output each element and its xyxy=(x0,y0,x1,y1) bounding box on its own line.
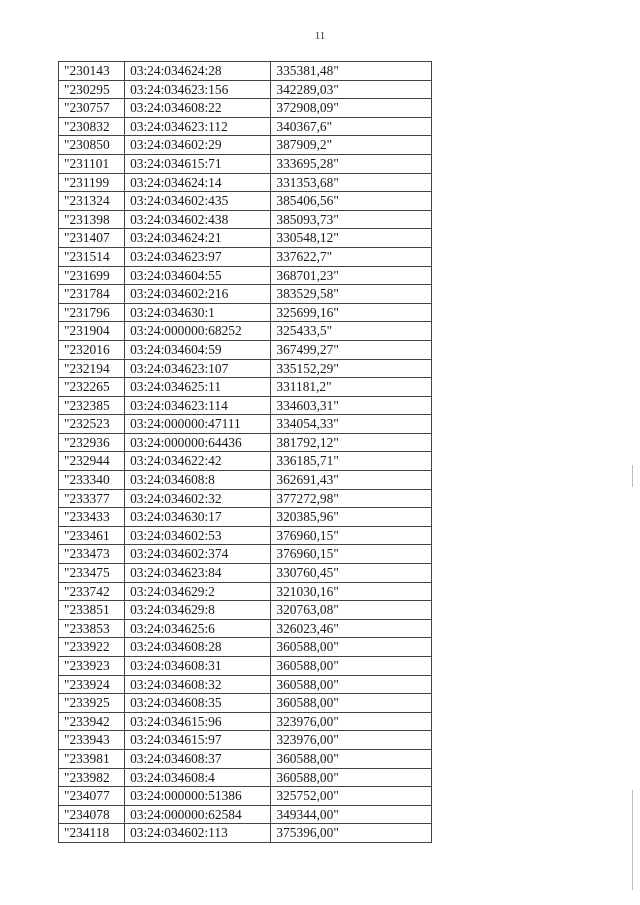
cell-cadastral-value: 325433,5" xyxy=(271,322,432,341)
cell-cadastral-number: 03:24:034629:2 xyxy=(125,582,271,601)
table-row xyxy=(59,731,432,750)
cell-cadastral-value: 367499,27" xyxy=(271,340,432,359)
cell-cadastral-number: 03:24:034602:216 xyxy=(125,285,271,304)
cell-cadastral-value: 349344,00" xyxy=(271,805,432,824)
table-row xyxy=(59,619,432,638)
cell-record-id: "230757 xyxy=(59,99,125,118)
cell-cadastral-number: 03:24:034608:32 xyxy=(125,675,271,694)
cell-cadastral-value: 362691,43" xyxy=(271,471,432,490)
cell-cadastral-number: 03:24:034602:435 xyxy=(125,192,271,211)
table-row xyxy=(59,415,432,434)
cell-record-id: "233742 xyxy=(59,582,125,601)
table-row xyxy=(59,229,432,248)
cell-record-id: "233851 xyxy=(59,601,125,620)
cell-record-id: "232194 xyxy=(59,359,125,378)
cell-cadastral-number: 03:24:034604:55 xyxy=(125,266,271,285)
cell-cadastral-value: 320385,96" xyxy=(271,508,432,527)
cell-cadastral-number: 03:24:034623:114 xyxy=(125,396,271,415)
cell-cadastral-value: 360588,00" xyxy=(271,657,432,676)
table-row xyxy=(59,638,432,657)
cell-record-id: "231199 xyxy=(59,173,125,192)
cell-cadastral-value: 331181,2" xyxy=(271,378,432,397)
cell-cadastral-number: 03:24:034623:107 xyxy=(125,359,271,378)
table-row xyxy=(59,768,432,787)
cell-record-id: "230832 xyxy=(59,117,125,136)
cell-cadastral-value: 376960,15" xyxy=(271,545,432,564)
cell-record-id: "233433 xyxy=(59,508,125,527)
cell-cadastral-value: 360588,00" xyxy=(271,675,432,694)
cell-record-id: "233473 xyxy=(59,545,125,564)
cell-record-id: "231101 xyxy=(59,154,125,173)
table-row xyxy=(59,712,432,731)
cell-cadastral-number: 03:24:034608:28 xyxy=(125,638,271,657)
cell-record-id: "233943 xyxy=(59,731,125,750)
cell-cadastral-number: 03:24:000000:62584 xyxy=(125,805,271,824)
cell-record-id: "233981 xyxy=(59,749,125,768)
table-row xyxy=(59,545,432,564)
cell-cadastral-number: 03:24:034604:59 xyxy=(125,340,271,359)
cell-cadastral-number: 03:24:000000:68252 xyxy=(125,322,271,341)
table-row xyxy=(59,805,432,824)
cell-cadastral-value: 334054,33" xyxy=(271,415,432,434)
cell-cadastral-number: 03:24:034629:8 xyxy=(125,601,271,620)
table-row xyxy=(59,154,432,173)
cell-record-id: "234077 xyxy=(59,787,125,806)
cell-cadastral-number: 03:24:034625:6 xyxy=(125,619,271,638)
cell-cadastral-value: 385406,56" xyxy=(271,192,432,211)
table-row xyxy=(59,378,432,397)
cell-cadastral-number: 03:24:000000:51386 xyxy=(125,787,271,806)
table-row xyxy=(59,824,432,843)
cell-record-id: "232016 xyxy=(59,340,125,359)
cell-cadastral-value: 337622,7" xyxy=(271,247,432,266)
cell-record-id: "233925 xyxy=(59,694,125,713)
cell-record-id: "233982 xyxy=(59,768,125,787)
cell-record-id: "232265 xyxy=(59,378,125,397)
cell-record-id: "234078 xyxy=(59,805,125,824)
cell-cadastral-number: 03:24:034602:438 xyxy=(125,210,271,229)
cell-cadastral-number: 03:24:000000:64436 xyxy=(125,433,271,452)
table-body xyxy=(59,62,432,843)
table-row xyxy=(59,62,432,81)
cell-cadastral-value: 333695,28" xyxy=(271,154,432,173)
table-row xyxy=(59,749,432,768)
cell-record-id: "232523 xyxy=(59,415,125,434)
table-row xyxy=(59,433,432,452)
table-row xyxy=(59,340,432,359)
cell-record-id: "233922 xyxy=(59,638,125,657)
cell-cadastral-number: 03:24:034602:29 xyxy=(125,136,271,155)
table-row xyxy=(59,192,432,211)
cell-cadastral-number: 03:24:034623:156 xyxy=(125,80,271,99)
cell-cadastral-value: 330548,12" xyxy=(271,229,432,248)
table-row xyxy=(59,136,432,155)
table-row xyxy=(59,173,432,192)
cell-cadastral-value: 323976,00" xyxy=(271,731,432,750)
cell-cadastral-number: 03:24:034602:32 xyxy=(125,489,271,508)
scan-margin-mark xyxy=(632,790,633,890)
table-row xyxy=(59,322,432,341)
cell-cadastral-number: 03:24:034602:113 xyxy=(125,824,271,843)
cell-cadastral-number: 03:24:000000:47111 xyxy=(125,415,271,434)
table-row xyxy=(59,675,432,694)
page-number: 11 xyxy=(314,30,326,42)
table-row xyxy=(59,452,432,471)
cell-record-id: "233377 xyxy=(59,489,125,508)
cell-cadastral-number: 03:24:034608:22 xyxy=(125,99,271,118)
cell-cadastral-number: 03:24:034608:37 xyxy=(125,749,271,768)
cell-cadastral-value: 330760,45" xyxy=(271,564,432,583)
cell-cadastral-value: 368701,23" xyxy=(271,266,432,285)
cell-record-id: "232936 xyxy=(59,433,125,452)
cell-cadastral-number: 03:24:034608:31 xyxy=(125,657,271,676)
cell-cadastral-number: 03:24:034602:53 xyxy=(125,526,271,545)
table-row xyxy=(59,117,432,136)
scan-margin-mark xyxy=(632,465,633,487)
table-row xyxy=(59,99,432,118)
cell-record-id: "230143 xyxy=(59,62,125,81)
cell-record-id: "231796 xyxy=(59,303,125,322)
cell-cadastral-number: 03:24:034625:11 xyxy=(125,378,271,397)
cell-cadastral-number: 03:24:034624:28 xyxy=(125,62,271,81)
cell-record-id: "231324 xyxy=(59,192,125,211)
cell-cadastral-number: 03:24:034630:17 xyxy=(125,508,271,527)
table-row xyxy=(59,564,432,583)
cell-cadastral-value: 340367,6" xyxy=(271,117,432,136)
cell-cadastral-number: 03:24:034608:8 xyxy=(125,471,271,490)
table-row xyxy=(59,601,432,620)
table-row xyxy=(59,526,432,545)
table-row xyxy=(59,694,432,713)
table-row xyxy=(59,359,432,378)
table-row xyxy=(59,303,432,322)
table-row xyxy=(59,80,432,99)
cell-record-id: "233461 xyxy=(59,526,125,545)
cell-cadastral-value: 377272,98" xyxy=(271,489,432,508)
cell-cadastral-number: 03:24:034608:35 xyxy=(125,694,271,713)
cell-record-id: "231784 xyxy=(59,285,125,304)
cell-cadastral-number: 03:24:034622:42 xyxy=(125,452,271,471)
cell-record-id: "231904 xyxy=(59,322,125,341)
cell-cadastral-value: 336185,71" xyxy=(271,452,432,471)
cell-cadastral-value: 360588,00" xyxy=(271,638,432,657)
cell-cadastral-value: 360588,00" xyxy=(271,694,432,713)
cell-cadastral-number: 03:24:034623:84 xyxy=(125,564,271,583)
cell-cadastral-number: 03:24:034624:14 xyxy=(125,173,271,192)
cell-cadastral-value: 334603,31" xyxy=(271,396,432,415)
cell-cadastral-value: 342289,03" xyxy=(271,80,432,99)
cell-cadastral-value: 385093,73" xyxy=(271,210,432,229)
table-row xyxy=(59,582,432,601)
cell-cadastral-value: 335381,48" xyxy=(271,62,432,81)
cell-cadastral-value: 335152,29" xyxy=(271,359,432,378)
table-row xyxy=(59,266,432,285)
cell-record-id: "234118 xyxy=(59,824,125,843)
table-row xyxy=(59,396,432,415)
cell-record-id: "233853 xyxy=(59,619,125,638)
cell-cadastral-number: 03:24:034630:1 xyxy=(125,303,271,322)
cell-record-id: "233475 xyxy=(59,564,125,583)
table-row xyxy=(59,285,432,304)
cell-record-id: "233923 xyxy=(59,657,125,676)
table-row xyxy=(59,489,432,508)
cell-cadastral-number: 03:24:034602:374 xyxy=(125,545,271,564)
cell-cadastral-value: 320763,08" xyxy=(271,601,432,620)
cadastral-value-table xyxy=(58,61,432,843)
cell-cadastral-value: 360588,00" xyxy=(271,768,432,787)
cell-cadastral-number: 03:24:034608:4 xyxy=(125,768,271,787)
table-row xyxy=(59,508,432,527)
cell-cadastral-value: 323976,00" xyxy=(271,712,432,731)
cell-record-id: "230295 xyxy=(59,80,125,99)
cell-cadastral-value: 381792,12" xyxy=(271,433,432,452)
cell-cadastral-value: 376960,15" xyxy=(271,526,432,545)
cell-record-id: "232944 xyxy=(59,452,125,471)
cell-cadastral-value: 383529,58" xyxy=(271,285,432,304)
cell-record-id: "231398 xyxy=(59,210,125,229)
table-row xyxy=(59,657,432,676)
cell-cadastral-number: 03:24:034615:96 xyxy=(125,712,271,731)
cell-record-id: "231699 xyxy=(59,266,125,285)
cell-cadastral-value: 325699,16" xyxy=(271,303,432,322)
cell-cadastral-number: 03:24:034615:97 xyxy=(125,731,271,750)
cell-record-id: "231514 xyxy=(59,247,125,266)
cell-record-id: "233340 xyxy=(59,471,125,490)
table-row xyxy=(59,247,432,266)
cell-cadastral-value: 331353,68" xyxy=(271,173,432,192)
cell-cadastral-number: 03:24:034624:21 xyxy=(125,229,271,248)
cell-record-id: "230850 xyxy=(59,136,125,155)
cell-cadastral-value: 360588,00" xyxy=(271,749,432,768)
cell-record-id: "232385 xyxy=(59,396,125,415)
cell-record-id: "233924 xyxy=(59,675,125,694)
cell-record-id: "233942 xyxy=(59,712,125,731)
cell-cadastral-value: 325752,00" xyxy=(271,787,432,806)
cell-cadastral-number: 03:24:034623:112 xyxy=(125,117,271,136)
cell-record-id: "231407 xyxy=(59,229,125,248)
cell-cadastral-value: 375396,00" xyxy=(271,824,432,843)
cell-cadastral-number: 03:24:034623:97 xyxy=(125,247,271,266)
table-row xyxy=(59,210,432,229)
table-row xyxy=(59,471,432,490)
cell-cadastral-value: 321030,16" xyxy=(271,582,432,601)
cell-cadastral-value: 387909,2" xyxy=(271,136,432,155)
cell-cadastral-value: 326023,46" xyxy=(271,619,432,638)
table-row xyxy=(59,787,432,806)
cell-cadastral-number: 03:24:034615:71 xyxy=(125,154,271,173)
cell-cadastral-value: 372908,09" xyxy=(271,99,432,118)
